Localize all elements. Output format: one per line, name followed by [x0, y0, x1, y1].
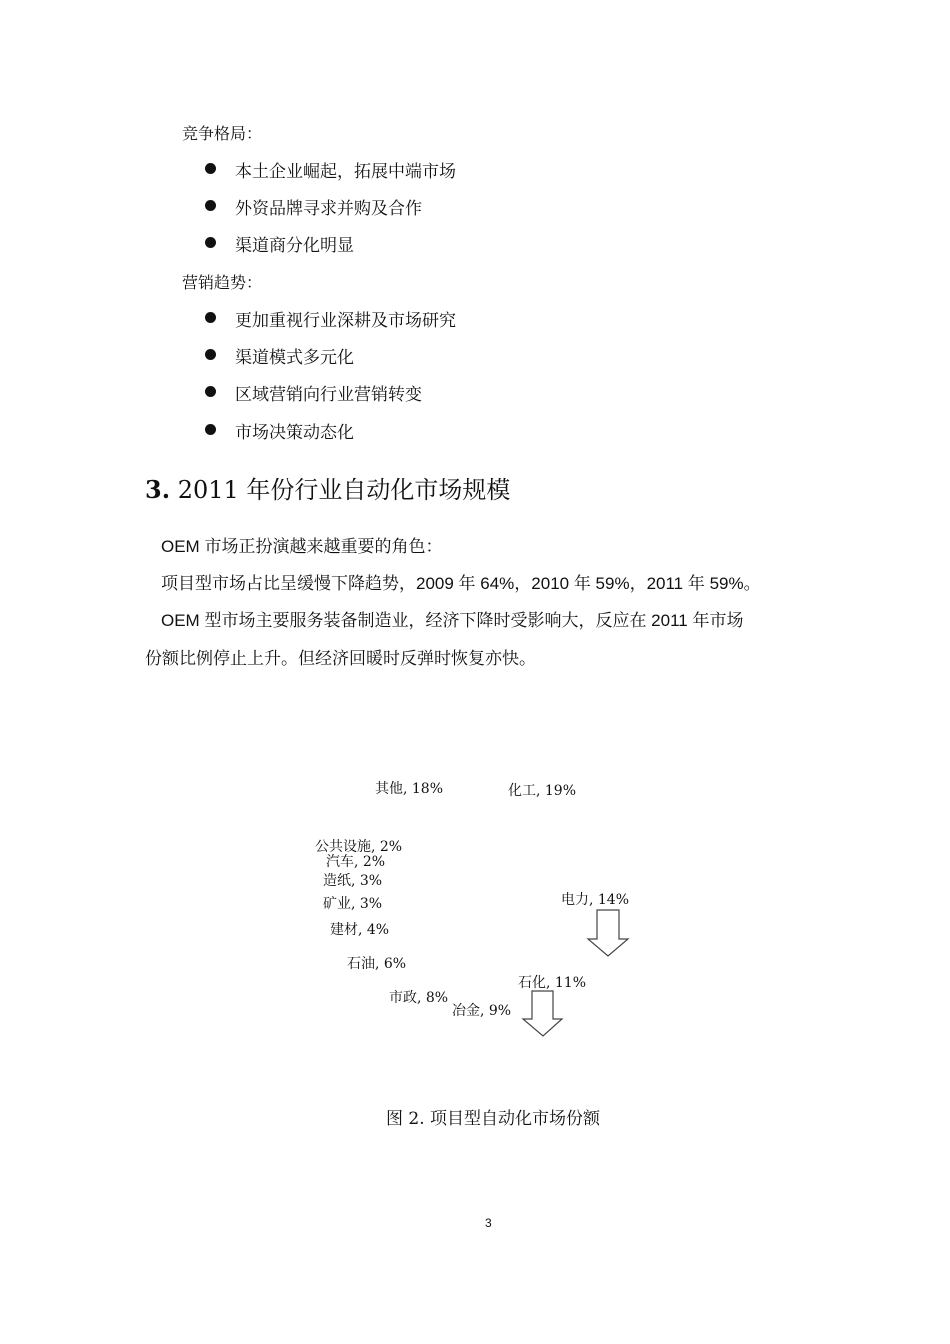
pie-label-jiancai: 建材, 4%: [330, 922, 390, 938]
bullet-icon: [205, 163, 216, 174]
pie-label-shihua: 石化, 11%: [518, 975, 587, 991]
bullet-icon: [205, 312, 216, 323]
list-item-text: 渠道商分化明显: [235, 236, 354, 256]
pie-label-gonggongsheshi: 公共设施, 2%: [315, 839, 403, 855]
pie-label-shiyou: 石油, 6%: [347, 956, 407, 972]
pie-label-huagong: 化工, 19%: [508, 783, 577, 799]
list-item-text: 外资品牌寻求并购及合作: [235, 199, 422, 219]
paragraph: OEM 型市场主要服务装备制造业，经济下降时受影响大，反应在 2011 年市场: [161, 611, 744, 630]
marketing-heading: 营销趋势：: [182, 273, 263, 292]
bullet-icon: [205, 237, 216, 248]
pie-label-qiche: 汽车, 2%: [326, 854, 386, 870]
page-number: 3: [485, 1216, 492, 1230]
pie-label-zaozhi: 造纸, 3%: [323, 873, 383, 889]
bullet-icon: [205, 386, 216, 397]
competition-heading: 竞争格局：: [182, 124, 263, 143]
pie-label-yejin: 冶金, 9%: [452, 1003, 512, 1019]
paragraph: OEM 市场正扮演越来越重要的角色：: [161, 537, 443, 556]
figure-caption: 图 2. 项目型自动化市场份额: [386, 1109, 601, 1129]
bullet-icon: [205, 349, 216, 360]
paragraph: 项目型市场占比呈缓慢下降趋势，2009 年 64%，2010 年 59%，2011 年 59%。: [161, 574, 761, 593]
section-title: 2011 年份行业自动化市场规模: [177, 476, 511, 504]
pie-label-kuangye: 矿业, 3%: [323, 896, 383, 912]
list-item-text: 更加重视行业深耕及市场研究: [235, 311, 456, 331]
down-arrow-icon: [523, 991, 562, 1036]
list-item-text: 市场决策动态化: [235, 423, 354, 443]
down-arrow-icon: [588, 910, 628, 956]
section-heading: [145, 470, 510, 505]
bullet-icon: [205, 200, 216, 211]
list-item-text: 渠道模式多元化: [235, 348, 354, 368]
list-item-text: 区域营销向行业营销转变: [235, 385, 422, 405]
paragraph: 份额比例停止上升。但经济回暖时反弹时恢复亦快。: [145, 649, 536, 668]
pie-label-dianli: 电力, 14%: [561, 892, 630, 908]
list-item-text: 本土企业崛起，拓展中端市场: [235, 162, 456, 182]
pie-label-qita: 其他, 18%: [375, 781, 444, 797]
bullet-icon: [205, 424, 216, 435]
section-number: 3.: [145, 475, 171, 504]
pie-label-shizheng: 市政, 8%: [389, 990, 449, 1006]
